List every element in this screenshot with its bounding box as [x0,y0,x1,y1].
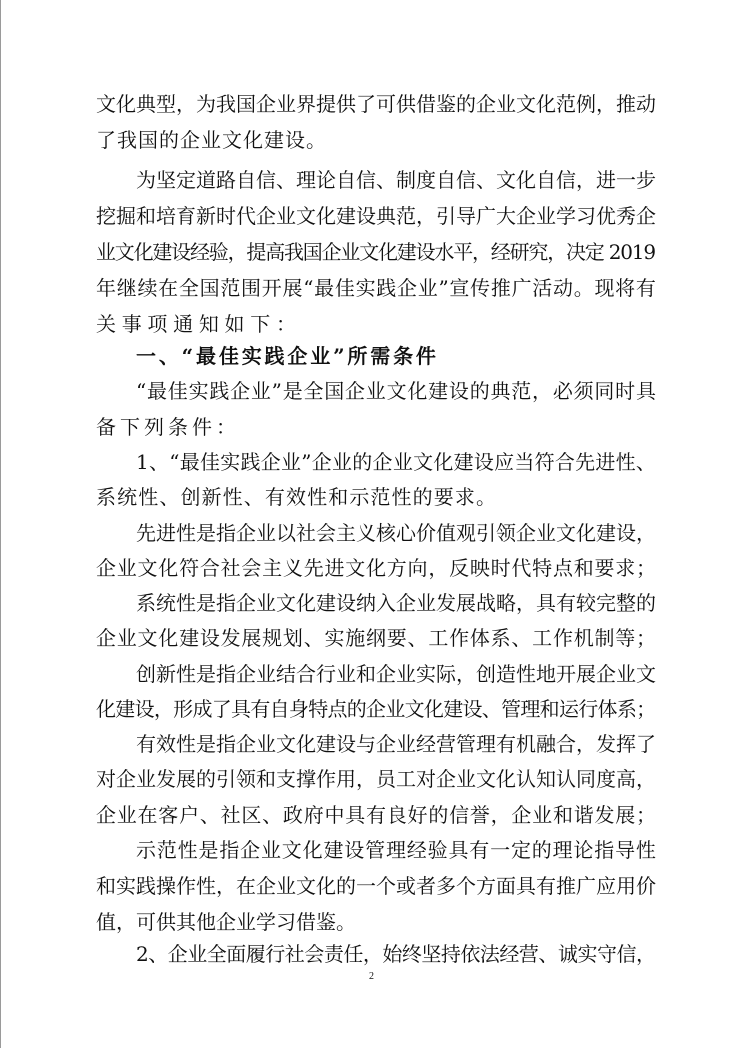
line-text: 挖掘和培育新时代企业文化建设典范，引导广大企业学习优秀企 [96,204,656,228]
line-text: 有效性是指企业文化建设与企业经营管理有机融合，发挥了 [136,732,656,756]
paragraph-line [0,409,743,445]
line-text: 关事项通知如下： [96,312,302,336]
paragraph-line [0,936,743,972]
line-text: 1、“最佳实践企业”企业的企业文化建设应当符合先进性、 [136,450,657,474]
line-text: 企业文化符合社会主义先进文化方向，反映时代特点和要求； [96,556,657,580]
paragraph-line [0,444,743,480]
line-text: 了我国的企业文化建设。 [96,128,327,152]
line-text: 值，可供其他企业学习借鉴。 [96,910,356,934]
section-heading [0,338,743,374]
line-text: 示范性是指企业文化建设管理经验具有一定的理论指导性 [136,838,657,862]
line-text: 系统性、创新性、有效性和示范性的要求。 [96,485,498,509]
line-text: 化建设，形成了具有自身特点的企业文化建设、管理和运行体系； [96,697,656,721]
line-text: 备下列条件： [96,415,240,439]
paragraph-line [0,550,743,586]
paragraph-line [0,620,743,656]
paragraph-line [0,162,743,198]
paragraph-line [0,479,743,515]
paragraph-line [0,797,743,833]
line-text: 文化典型，为我国企业界提供了可供借鉴的企业文化范例，推动 [96,92,656,116]
line-text: 先进性是指企业以社会主义核心价值观引领企业文化建设， [136,521,656,545]
paragraph-line [0,832,743,868]
line-text: 年继续在全国范围开展“最佳实践企业”宣传推广活动。现将有 [96,276,657,300]
paragraph-line [0,585,743,621]
line-text: 对企业发展的引领和支撑作用，员工对企业文化认知认同度高， [96,767,656,791]
paragraph-line [0,656,743,692]
line-text: 系统性是指企业文化建设纳入企业发展战略，具有较完整的 [136,591,656,615]
line-text: “最佳实践企业”是全国企业文化建设的典范，必须同时具 [136,379,657,403]
paragraph-line [0,122,743,158]
paragraph-line [0,691,743,727]
paragraph-line [0,726,743,762]
line-text: 企业在客户、社区、政府中具有良好的信誉，企业和谐发展； [96,803,657,827]
paragraph-line [0,306,743,342]
line-text: 创新性是指企业结合行业和企业实际，创造性地开展企业文 [136,662,656,686]
paragraph-line [0,868,743,904]
paragraph-line [0,761,743,797]
paragraph-line [0,198,743,234]
paragraph-line [0,904,743,940]
section-heading-text: 一、“最佳实践企业”所需条件 [136,344,439,368]
line-text: 为坚定道路自信、理论自信、制度自信、文化自信，进一步 [136,168,656,192]
paragraph-line [0,270,743,306]
line-text: 企业文化建设发展规划、实施纲要、工作体系、工作机制等； [96,626,657,650]
paragraph-line [0,515,743,551]
page-number: 2 [369,971,374,982]
line-text: 业文化建设经验，提高我国企业文化建设水平，经研究，决定 2019 [96,240,655,264]
line-text: 和实践操作性，在企业文化的一个或者多个方面具有推广应用价 [96,874,656,898]
paragraph-line [0,86,743,122]
paragraph-line [0,373,743,409]
line-text: 2、企业全面履行社会责任，始终坚持依法经营、诚实守信， [136,942,656,966]
paragraph-line [0,234,743,270]
